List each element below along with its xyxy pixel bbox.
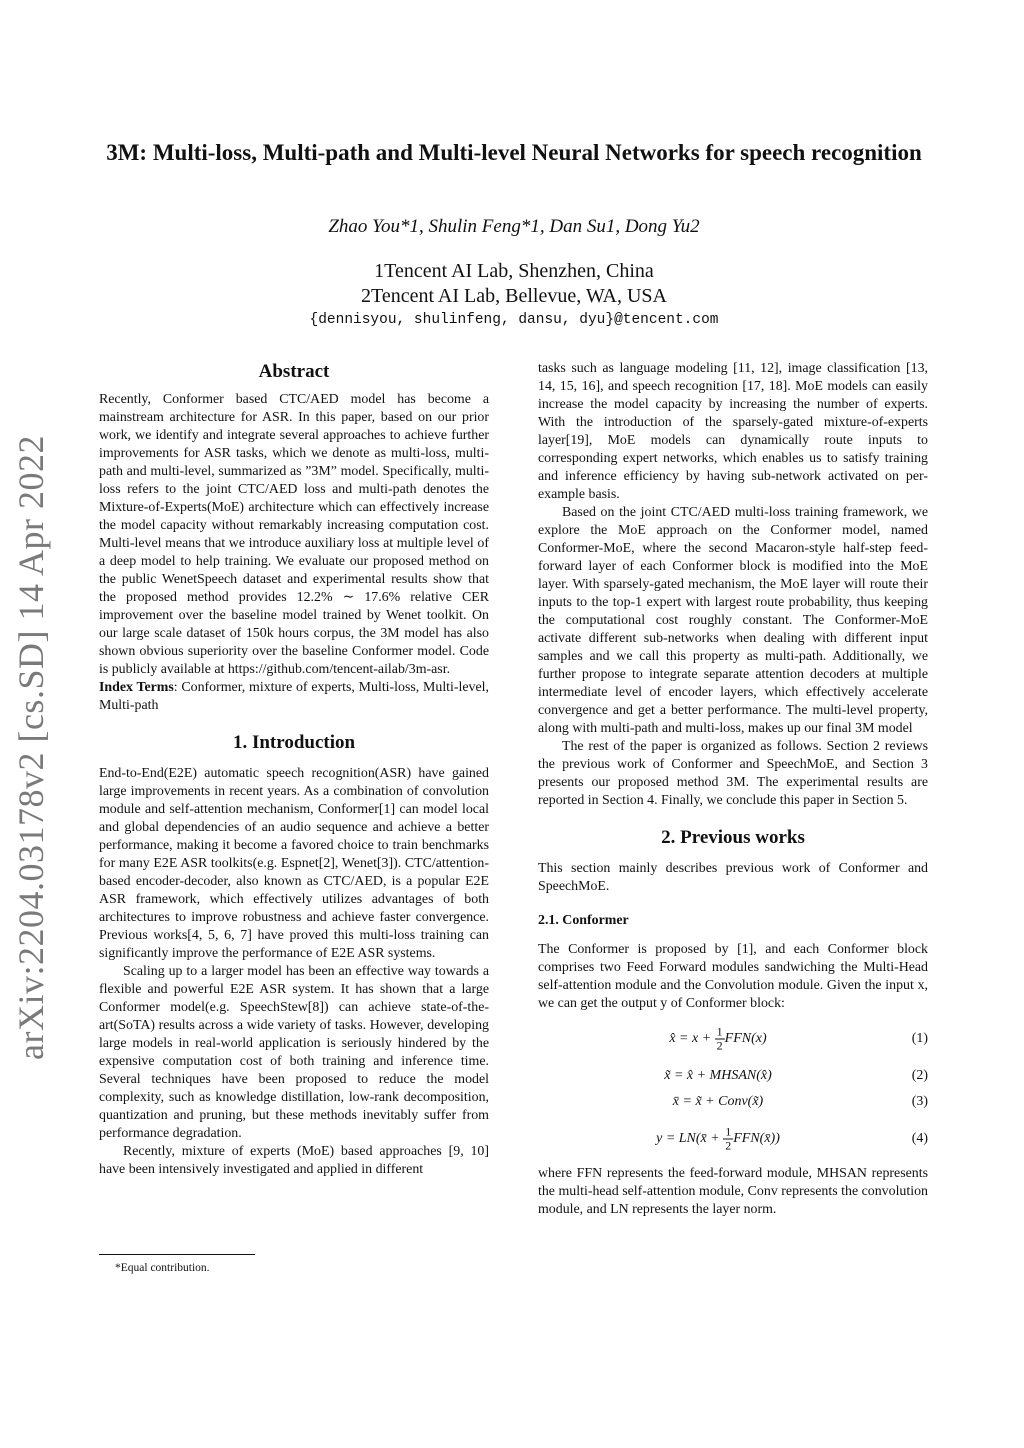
eq4-right: FFN(x̄))	[733, 1131, 780, 1147]
equation-3: x̄ = x̃ + Conv(x̃) (3)	[672, 1094, 928, 1109]
author-list: Zhao You*1, Shulin Feng*1, Dan Su1, Dong Yu2	[328, 216, 700, 237]
eq1-fraction: $\frac{1}{2}$	[716, 1024, 723, 1053]
equation-1	[538, 1021, 928, 1057]
author-emails: {dennisyou, shulinfeng, dansu, dyu}@tencent.com	[309, 312, 719, 328]
intro-paragraph-2: Scaling up to a larger model has been an effective way towards a flexible and powerful E2E ASR system. It has shown that a large Conformer model(e.g. SpeechStew[8]) can achieve state-of-the-art(SoTA) results across a wide variety of tasks. However, developing large models in real-world application is seriously hindered by the expensive computation cost of both training and inference time. Several techniques have been proposed to reduce the model complexity, such as knowledge distillation, low-rank decomposition, quantization and pruning, but these methods inevitably suffer from performance degradation.	[99, 964, 489, 1141]
conformer-paragraph: The Conformer is proposed by [1], and each Conformer block comprises two Feed Forward modules sandwiching the Multi-Head self-attention module and the Convolution module. Given the input x, we can get the output y of Conformer block:	[538, 942, 928, 1011]
paper-title: 3M: Multi-loss, Multi-path and Multi-level Neural Networks for speech recognition	[106, 140, 922, 165]
previous-works-heading: 2. Previous works	[661, 827, 805, 848]
eq4-fraction: $\frac{1}{2}$	[725, 1124, 732, 1153]
eq4-left: y = LN(x̄ +	[656, 1131, 720, 1147]
previous-works-intro: This section mainly describes previous work of Conformer and SpeechMoE.	[538, 861, 928, 894]
eq1-right: FFN(x)	[724, 1031, 767, 1047]
index-terms	[99, 679, 489, 715]
right-column	[538, 360, 928, 1219]
equation-2-number: (2)	[911, 1068, 928, 1083]
introduction-heading: 1. Introduction	[232, 732, 356, 753]
organization-paragraph: The rest of the paper is organized as follows. Section 2 reviews the previous work of Conformer and SpeechMoE, and Section 3 presents our proposed method 3M. The experimental results are reported in Section 4. Finally, we conclude this paper in Section 5.	[538, 739, 928, 808]
moe-paragraph: tasks such as language modeling [11, 12], image classification [13, 14, 15, 16], and speech recognition [17, 18]. MoE models can easily increase the model capacity by increasing the number of experts. With the introduction of the sparsely-gated mixture-of-experts layer[19], MoE models can dynamically route inputs to corresponding expert networks, which enables us to satisfy training and inference efficiency by having sub-network activated on per-example basis.	[538, 361, 928, 502]
equation-1-number: (1)	[911, 1031, 928, 1046]
conformer-moe-paragraph: Based on the joint CTC/AED multi-loss training framework, we explore the MoE approach on the Conformer model, named Conformer-MoE, where the second Macaron-style half-step feed-forward layer of each Conformer block is modified into the MoE layer. With sparsely-gated mechanism, the MoE layer will route their inputs to the top-1 expert with largest route probability, thus keeping the computational cost roughly constant. The Conformer-MoE activate different sub-networks when dealing with different input samples and we call this property as multi-path. Additionally, we further propose to integrate separate attention decoders at multiple intermediate level of encoder layers, which effectively accelerate convergence and get a better performance. The multi-level property, along with multi-path and multi-loss, makes up our final 3M model	[538, 505, 928, 736]
affiliation-2: 2Tencent AI Lab, Bellevue, WA, USA	[361, 285, 667, 307]
equation-2: x̃ = x̂ + MHSAN(x̂) (2)	[664, 1068, 928, 1083]
left-column	[99, 360, 489, 1179]
conformer-subheading: 2.1. Conformer	[538, 913, 629, 928]
equation-3-number: (3)	[911, 1094, 928, 1109]
eq1-left: x̂ = x +	[669, 1031, 712, 1047]
index-terms-label: Index Terms	[99, 680, 174, 695]
equation-4	[538, 1121, 928, 1157]
intro-paragraph-3: Recently, mixture of experts (MoE) based approaches [9, 10] have been intensively investigated and applied in different	[99, 1144, 489, 1177]
footnote-divider	[99, 1254, 255, 1255]
equation-4-number: (4)	[911, 1131, 928, 1146]
intro-paragraph-1: End-to-End(E2E) automatic speech recognition(ASR) have gained large improvements in recent years. As a combination of convolution module and self-attention mechanism, Conformer[1] can model local and global dependencies of an audio sequence and achieve a better performance, making it become a favored choice to train benchmarks for many E2E ASR toolkits(e.g. Espnet[2], Wenet[3]). CTC/attention-based encoder-decoder, also known as CTC/AED, is a popular E2E ASR framework, which effectively utilizes advantages of both architectures to improve robustness and achieve faster convergence. Previous works[4, 5, 6, 7] have proved this multi-loss training can significantly improve the performance of E2E ASR systems.	[99, 766, 489, 961]
equation-explanation: where FFN represents the feed-forward module, MHSAN represents the multi-head self-attention module, Conv represents the convolution module, and LN represents the layer norm.	[538, 1166, 928, 1217]
index-terms-text: : Conformer, mixture of experts, Multi-loss, Multi-level, Multi-path	[99, 680, 489, 713]
arxiv-identifier: arXiv:2204.03178v2 [cs.SD] 14 Apr 2022	[11, 435, 51, 1060]
abstract-text: Recently, Conformer based CTC/AED model has become a mainstream architecture for ASR. In this paper, based on our prior work, we identify and integrate several approaches to achieve further improvements for ASR tasks, which we denote as multi-loss, multi-path and multi-level, summarized as ”3M” model. Specifically, multi-loss refers to the joint CTC/AED loss and multi-path denotes the Mixture-of-Experts(MoE) architecture which can effectively increase the model capacity without remarkably increasing computation cost. Multi-level means that we introduce auxiliary loss at multiple level of a deep model to help training. We evaluate our proposed method on the public WenetSpeech dataset and experimental results show that the proposed method provides 12.2% ∼ 17.6% relative CER improvement over the baseline model trained by Wenet toolkit. On our large scale dataset of 150k hours corpus, the 3M model has also shown obvious superiority over the baseline Conformer model. Code is publicly available at https://github.com/tencent-ailab/3m-asr.	[99, 392, 489, 677]
affiliation-1: 1Tencent AI Lab, Shenzhen, China	[374, 260, 654, 282]
footnote-equal-contribution: *Equal contribution.	[115, 1262, 210, 1274]
abstract-heading: Abstract	[258, 361, 330, 382]
